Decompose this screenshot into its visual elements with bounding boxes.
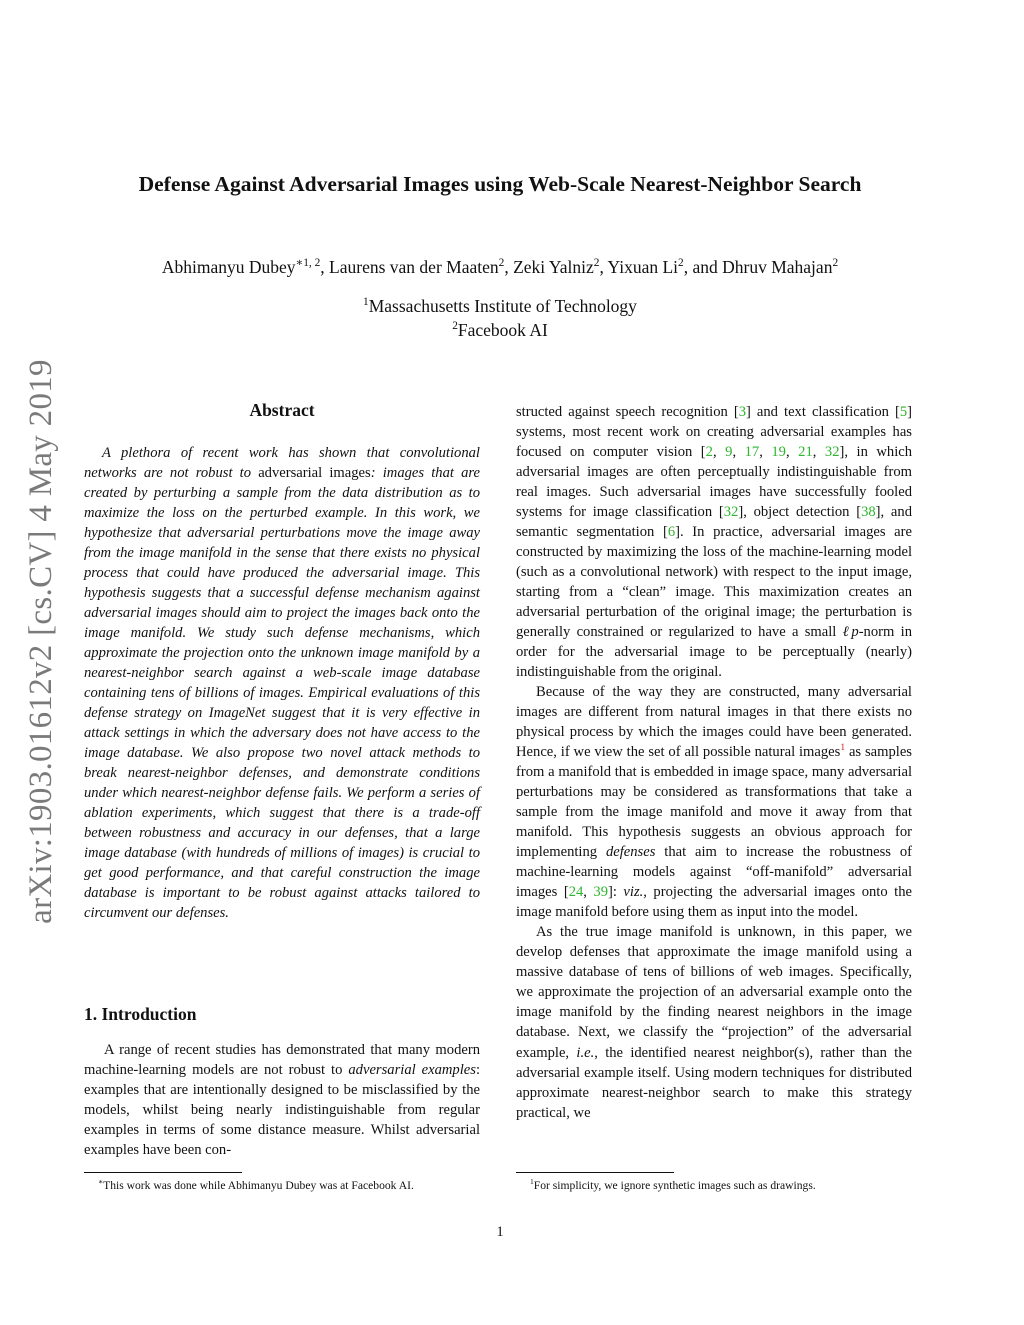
- author-sup: 2: [498, 257, 505, 270]
- introduction-heading: 1. Introduction: [84, 1004, 197, 1024]
- arxiv-stamp: [12, 350, 70, 932]
- citation-link[interactable]: 5: [899, 404, 908, 420]
- author-name: , and Dhruv Mahajan: [683, 257, 833, 277]
- body-text: ] and text classification [: [746, 404, 900, 420]
- citation-link[interactable]: 2: [705, 444, 713, 461]
- author-sup: ∗1, 2: [295, 257, 321, 270]
- introduction-body: [84, 1040, 480, 1160]
- citation-link[interactable]: 24: [568, 884, 584, 901]
- affiliation-sup: 2: [452, 320, 458, 333]
- intro-text: A range of recent studies has demonstrated that many modern machine-learning models are not robust to: [84, 1042, 480, 1079]
- body-text: as samples from a manifold that is embedded in image space, many adversarial perturbations may be considered as transformations that take a sample from the image manifold and move it away from that manifold. This hypothesis suggests an obvious approach for implementing: [516, 744, 912, 861]
- abstract-heading: Abstract: [249, 400, 315, 420]
- author-name: , Yixuan Li: [599, 257, 679, 277]
- affiliation-name: Facebook AI: [457, 320, 548, 340]
- intro-paragraph: [84, 1040, 480, 1160]
- footnote-text: This work was done while Abhimanyu Dubey was at Facebook AI.: [103, 1179, 414, 1192]
- intro-text: : examples that are intentionally designed to be misclassified by the models, whilst being nearly indistinguishable from regular examples in terms of some distance measure. Whilst adversarial examples have been con-: [84, 1062, 480, 1159]
- footnote-mark: 1: [530, 1177, 534, 1187]
- citation-link[interactable]: 3: [738, 404, 747, 420]
- author-name: Abhimanyu Dubey: [161, 257, 296, 277]
- body-text: ] systems, most recent work on creating adversarial examples has focused on computer vision [: [516, 404, 913, 461]
- body-text: Because of the way they are constructed, many adversarial images are different from natural images in that there exists no physical process by which the images could have been generated. Hence, if we view the set of all possible natural images: [516, 684, 912, 761]
- citation-link[interactable]: 19: [771, 444, 786, 461]
- citation-link[interactable]: 9: [725, 444, 733, 461]
- right-paragraph-1: structed against speech recognition [3] and text classification [5] systems, most recent work on creating adversarial examples has focused on computer vision [2, 9, 17, 19, 21, 32], in which adversarial images are often perceptually indistinguishable from real images. Such adversarial images have successfully fooled systems for image classification [32], object detection [38], and semantic segmentation [6]. In practice, adversarial images are constructed by maximizing the loss of the machine-learning model (such as a convolutional network) with respect to the input image, starting from a “clean” image. This maximization creates an adversarial perturbation of the original image; the perturbation is generally constrained or regularized to have a small ℓp-norm in order for the adversarial image to be perceptually (nearly) indistinguishable from the original.: [516, 404, 913, 681]
- author-name: , Laurens van der Maaten: [320, 257, 499, 277]
- body-text: -norm in order for the adversarial image to be perceptually (nearly) indistinguishable from the original.: [516, 624, 912, 681]
- footnote-text: For simplicity, we ignore synthetic images such as drawings.: [533, 1179, 816, 1192]
- intro-term: adversarial examples: [348, 1062, 476, 1079]
- paper-title: Defense Against Adversarial Images using Web-Scale Nearest-Neighbor Search: [138, 172, 862, 196]
- affiliation-name: Massachusetts Institute of Technology: [368, 296, 637, 316]
- body-text: , the identified nearest neighbor(s), rather than the adversarial example itself. Using modern techniques for distributed approximate nearest-neighbor search to make this strategy practical, we: [516, 1044, 912, 1121]
- footnote-left: [98, 1178, 414, 1193]
- body-text: ]:: [608, 884, 624, 901]
- right-paragraph-2: Because of the way they are constructed, many adversarial images are different from natural images in that there exists no physical process by which the images could have been generated. Hence, if we view the set of all possible natural images$^1$ as samples from a manifold that is embedded in image space, many adversarial perturbations may be considered as transformations that take a sample from the image manifold and move it away from that manifold. This hypothesis suggests an obvious approach for implementing defenses that aim to increase the robustness of machine-learning models against “off-manifold” adversarial images [24, 39]: viz., projecting the adversarial images onto the image manifold before using them as input into the model.: [516, 684, 912, 921]
- author-list: [60, 257, 940, 278]
- right-column: [516, 402, 912, 1123]
- footnote-rule: [516, 1172, 674, 1173]
- abstract-term: adversarial images: [258, 465, 371, 482]
- body-text: As the true image manifold is unknown, in this paper, we develop defenses that approximate the image manifold using a massive database of tens of billions of web images. Specifically, we approximate the projection of an adversarial example onto the image manifold by the finding nearest neighbors in the image database. Next, we classify the “projection” of the adversarial example,: [516, 924, 912, 1061]
- body-text: structed against speech recognition [: [516, 404, 739, 420]
- body-text: ], and semantic segmentation [: [516, 504, 912, 541]
- abstract-text: A plethora of recent work has shown that convolutional networks are not robust to: [84, 445, 480, 482]
- citation-link[interactable]: 6: [667, 524, 676, 541]
- abstract-paragraph: [84, 443, 480, 923]
- body-text: ]. In practice, adversarial images are constructed by maximizing the loss of the machine-learning model (such as a convolutional network) with respect to the input image, starting from a “clean” image. This maximization creates an adversarial perturbation of the original image; the perturbation is generally constrained or regularized to have a small: [516, 524, 912, 641]
- emphasis: viz.: [623, 884, 644, 901]
- author-sup: 2: [593, 257, 600, 270]
- math-lp-norm: ℓp: [842, 624, 859, 641]
- citation-link[interactable]: 17: [744, 444, 760, 461]
- affiliation-2: [60, 320, 940, 341]
- author-sup: 2: [678, 257, 684, 270]
- emphasis: defenses: [605, 844, 656, 861]
- abstract-text: : images that are created by perturbing a sample from the data distribution as to maximize the loss on the perturbed example. In this work, we hypothesize that adversarial perturbations move the image away from the image manifold in the sense that there exists no physical process that could have produced the adversarial image. This hypothesis suggests that a successful defense mechanism against adversarial images should aim to project the images back onto the image manifold. We study such defense mechanisms, which approximate the projection onto the unknown image manifold by a nearest-neighbor search against a web-scale image database containing tens of billions of images. Empirical evaluations of this defense strategy on ImageNet suggest that it is very effective in attack settings in which the adversary does not have access to the image database. We also propose two novel attack methods to break nearest-neighbor defenses, and demonstrate conditions under which nearest-neighbor defense fails. We perform a series of ablation experiments, which suggest that there is a trade-off between robustness and accuracy in our defenses, that a large image database (with hundreds of millions of images) is crucial to get good performance, and that careful construction the image database is important to be robust against attacks tailored to circumvent our defenses.: [84, 465, 481, 922]
- body-text: ], in which adversarial images are often perceptually indistinguishable from real images. Such adversarial images have successfully fooled systems for image classification [: [516, 444, 913, 521]
- body-text: , projecting the adversarial images onto the image manifold before using them as input into the model.: [516, 884, 912, 921]
- right-paragraph-3: [516, 922, 912, 1122]
- author-sup: 2: [832, 257, 839, 270]
- body-text: that aim to increase the robustness of machine-learning models against “off-manifold” adversarial images [: [516, 844, 912, 901]
- footnote-rule: [84, 1172, 242, 1173]
- citation-link[interactable]: 38: [861, 504, 876, 521]
- affiliation-sup: 1: [363, 296, 369, 309]
- footnote-mark: ∗: [98, 1177, 104, 1187]
- citation-link[interactable]: 32: [824, 444, 840, 461]
- emphasis: i.e.: [576, 1044, 595, 1061]
- citation-link[interactable]: 21: [798, 444, 813, 461]
- affiliation-1: [60, 296, 940, 317]
- footnote-right: [530, 1178, 816, 1193]
- abstract-body: [84, 443, 480, 923]
- footnote-link[interactable]: 1: [840, 743, 846, 754]
- author-name: , Zeki Yalniz: [504, 257, 594, 277]
- body-text: ], object detection [: [738, 504, 862, 521]
- citation-link[interactable]: 32: [723, 504, 739, 521]
- citation-link[interactable]: 39: [593, 884, 609, 901]
- page-number: 1: [496, 1224, 504, 1240]
- arxiv-stamp-text: arXiv:1903.01612v2 [cs.CV] 4 May 2019: [22, 358, 59, 924]
